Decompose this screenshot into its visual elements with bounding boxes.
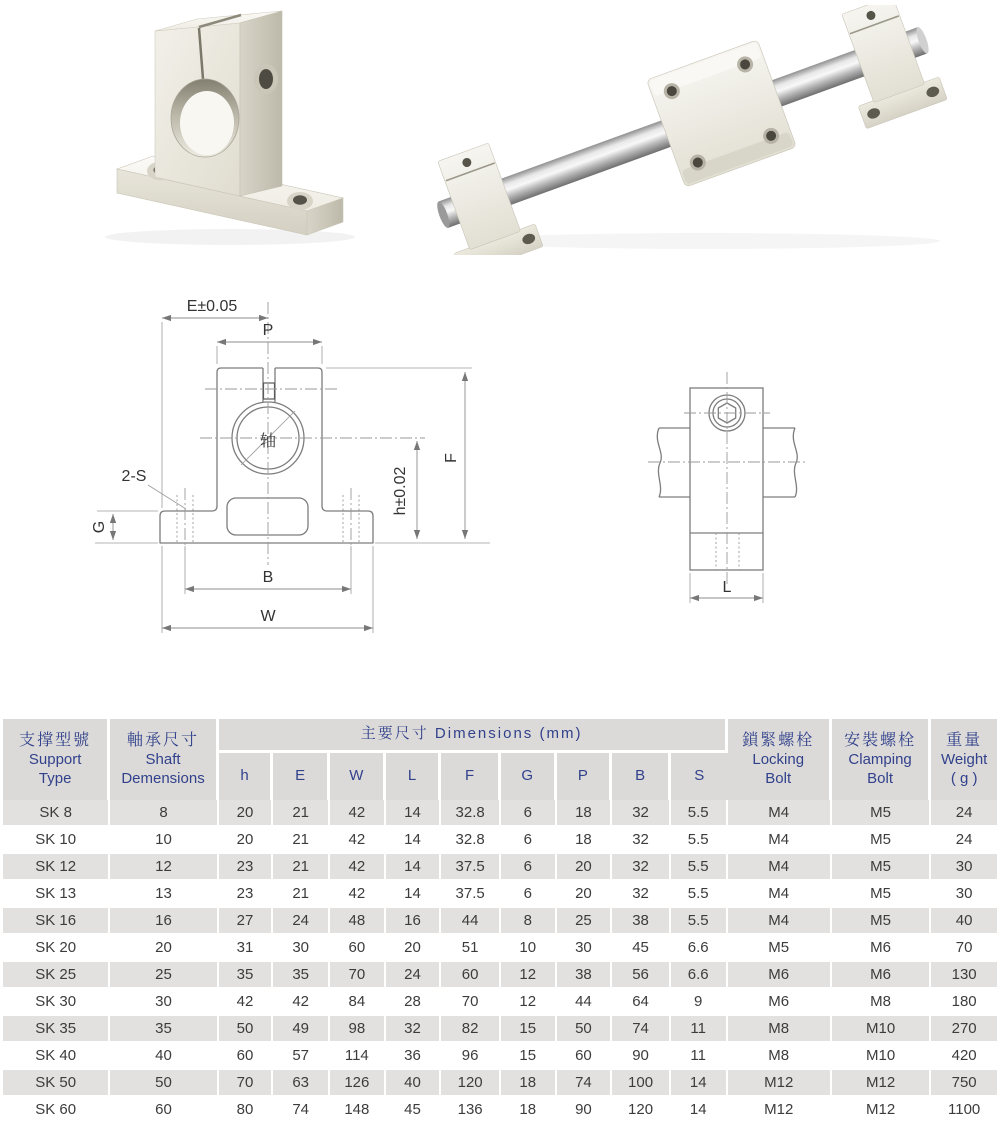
table-cell: 56 [612, 962, 671, 989]
table-cell: 32 [612, 854, 671, 881]
table-cell: 37.5 [441, 881, 501, 908]
table-cell: M12 [728, 1070, 832, 1097]
table-cell: 70 [219, 1070, 274, 1097]
table-cell: 74 [273, 1097, 330, 1122]
table-cell: 8 [110, 800, 218, 827]
table-cell: 14 [386, 881, 442, 908]
table-cell: 12 [501, 962, 557, 989]
table-cell: 6 [501, 827, 557, 854]
table-cell: 35 [273, 962, 330, 989]
table-cell: 5.5 [671, 827, 728, 854]
col-header-W: W [330, 753, 386, 800]
locking-en1: Locking [752, 751, 805, 769]
table-cell: 30 [931, 881, 997, 908]
locking-zh: 鎖緊螺栓 [742, 731, 815, 749]
table-row [3, 827, 997, 854]
table-cell: 30 [273, 935, 330, 962]
bearing-block [647, 40, 797, 187]
col-header-support-type [3, 719, 110, 800]
clamp-bolt-section [264, 383, 275, 399]
table-cell: 100 [612, 1070, 671, 1097]
table-cell: 80 [219, 1097, 274, 1122]
col-header-G: G [501, 753, 557, 800]
table-cell: 51 [441, 935, 501, 962]
row-support-type: SK 50 [3, 1070, 110, 1097]
col-header-weight [931, 719, 997, 800]
table-cell: 63 [273, 1070, 330, 1097]
table-cell: 30 [110, 989, 218, 1016]
table-cell: 20 [219, 827, 274, 854]
table-cell: 12 [110, 854, 218, 881]
table-cell: M4 [728, 881, 832, 908]
table-cell: 60 [330, 935, 386, 962]
table-cell: 20 [386, 935, 442, 962]
table-cell: 37.5 [441, 854, 501, 881]
table-cell: 31 [219, 935, 274, 962]
shaft-en2: Demensions [121, 769, 205, 787]
table-cell: 8 [501, 908, 557, 935]
dim-label-E: E±0.05 [186, 298, 238, 315]
clamp-bolt-hole [259, 69, 273, 89]
table-cell: 90 [612, 1043, 671, 1070]
row-support-type: SK 8 [3, 800, 110, 827]
weight-zh: 重量 [946, 731, 983, 749]
table-row [3, 935, 997, 962]
table-cell: 38 [612, 908, 671, 935]
table-cell: 23 [219, 854, 274, 881]
table-cell: 57 [273, 1043, 330, 1070]
row-support-type: SK 13 [3, 881, 110, 908]
table-cell: M5 [832, 800, 931, 827]
table-cell: M8 [832, 989, 931, 1016]
table-cell: 18 [557, 827, 613, 854]
table-cell: 1100 [931, 1097, 997, 1122]
table-cell: 11 [671, 1016, 728, 1043]
table-cell: 50 [219, 1016, 274, 1043]
table-cell: 40 [931, 908, 997, 935]
table-cell: M6 [728, 989, 832, 1016]
table-cell: 98 [330, 1016, 386, 1043]
bracket-photo-illustration [55, 5, 355, 250]
table-cell: 42 [219, 989, 274, 1016]
table-cell: 70 [931, 935, 997, 962]
spec-table [3, 719, 997, 1122]
table-cell: 14 [386, 854, 442, 881]
col-header-shaft-dimensions [110, 719, 218, 800]
table-cell: 11 [671, 1043, 728, 1070]
table-cell: M5 [728, 935, 832, 962]
table-cell: 136 [441, 1097, 501, 1122]
table-cell: M12 [832, 1097, 931, 1122]
table-cell: 21 [273, 827, 330, 854]
table-cell: 32.8 [441, 800, 501, 827]
table-cell: 180 [931, 989, 997, 1016]
side-view-dimensions [690, 573, 763, 603]
table-cell: 30 [931, 854, 997, 881]
row-support-type: SK 60 [3, 1097, 110, 1122]
base-relief-slot [227, 498, 308, 535]
table-cell: 126 [330, 1070, 386, 1097]
col-header-clamping-bolt [832, 719, 931, 800]
support-type-zh: 支撑型號 [19, 731, 92, 749]
shaft-axis-label: 轴 [259, 433, 277, 450]
table-cell: 20 [110, 935, 218, 962]
table-cell: 74 [557, 1070, 613, 1097]
spec-table-head [3, 719, 997, 800]
base-hole-right [293, 195, 307, 204]
table-cell: 10 [501, 935, 557, 962]
table-cell: 28 [386, 989, 442, 1016]
table-cell: M8 [728, 1016, 832, 1043]
table-cell: 6.6 [671, 935, 728, 962]
dim-label-B: B [262, 569, 274, 586]
col-header-L: L [386, 753, 442, 800]
table-cell: 42 [330, 827, 386, 854]
weight-en1: Weight [940, 751, 988, 769]
table-cell: 21 [273, 800, 330, 827]
table-cell: 40 [386, 1070, 442, 1097]
row-support-type: SK 12 [3, 854, 110, 881]
table-cell: M6 [728, 962, 832, 989]
table-cell: 45 [386, 1097, 442, 1122]
table-cell: M12 [832, 1070, 931, 1097]
table-cell: M4 [728, 854, 832, 881]
weight-en2: ( g ) [950, 769, 978, 787]
table-cell: M5 [832, 827, 931, 854]
table-cell: 24 [386, 962, 442, 989]
table-cell: M6 [832, 935, 931, 962]
support-type-en2: Type [38, 769, 72, 787]
table-cell: M4 [728, 827, 832, 854]
table-cell: 6 [501, 800, 557, 827]
dim-label-G: G [91, 520, 108, 534]
table-cell: 20 [557, 881, 613, 908]
table-row [3, 1097, 997, 1122]
locking-en2: Bolt [765, 769, 792, 787]
col-header-main-dimensions: 主要尺寸 Dimensions (mm) [219, 719, 728, 753]
table-cell: 36 [386, 1043, 442, 1070]
row-support-type: SK 30 [3, 989, 110, 1016]
support-type-en1: Support [28, 751, 82, 769]
table-cell: 49 [273, 1016, 330, 1043]
assembly-photo-illustration [420, 5, 995, 255]
table-row [3, 854, 997, 881]
table-cell: M4 [728, 800, 832, 827]
table-cell: 50 [110, 1070, 218, 1097]
col-header-S: S [671, 753, 728, 800]
row-support-type: SK 25 [3, 962, 110, 989]
table-cell: 24 [931, 827, 997, 854]
row-support-type: SK 20 [3, 935, 110, 962]
table-cell: 64 [612, 989, 671, 1016]
table-row [3, 800, 997, 827]
table-cell: 44 [557, 989, 613, 1016]
front-view-drawing [80, 290, 500, 645]
table-cell: 10 [110, 827, 218, 854]
table-cell: 42 [330, 800, 386, 827]
table-cell: 25 [110, 962, 218, 989]
table-cell: 16 [386, 908, 442, 935]
table-cell: 12 [501, 989, 557, 1016]
table-cell: M5 [832, 881, 931, 908]
table-cell: 90 [557, 1097, 613, 1122]
table-cell: 5.5 [671, 854, 728, 881]
table-cell: 6.6 [671, 962, 728, 989]
table-cell: 120 [441, 1070, 501, 1097]
table-cell: 14 [671, 1070, 728, 1097]
table-cell: 60 [219, 1043, 274, 1070]
table-cell: 420 [931, 1043, 997, 1070]
table-cell: 60 [441, 962, 501, 989]
table-cell: 6 [501, 854, 557, 881]
table-row [3, 908, 997, 935]
support-block-section [690, 388, 763, 570]
clamping-zh: 安裝螺栓 [844, 731, 917, 749]
table-cell: 114 [330, 1043, 386, 1070]
table-cell: 15 [501, 1016, 557, 1043]
row-support-type: SK 40 [3, 1043, 110, 1070]
table-cell: 25 [557, 908, 613, 935]
assembly-photo [420, 5, 995, 255]
table-cell: M6 [832, 962, 931, 989]
table-cell: 96 [441, 1043, 501, 1070]
table-cell: M4 [728, 908, 832, 935]
table-cell: 60 [557, 1043, 613, 1070]
table-cell: 24 [931, 800, 997, 827]
table-cell: 130 [931, 962, 997, 989]
table-row [3, 1016, 997, 1043]
table-cell: 32 [612, 827, 671, 854]
table-cell: 23 [219, 881, 274, 908]
table-cell: 42 [330, 881, 386, 908]
table-cell: 35 [219, 962, 274, 989]
dim-label-L: L [722, 579, 732, 596]
table-row [3, 1070, 997, 1097]
side-view-drawing [635, 360, 820, 610]
table-cell: 48 [330, 908, 386, 935]
table-cell: 15 [501, 1043, 557, 1070]
table-cell: 18 [501, 1097, 557, 1122]
dim-label-P: P [262, 322, 274, 339]
shaft-en1: Shaft [145, 751, 181, 769]
table-cell: 13 [110, 881, 218, 908]
table-cell: 5.5 [671, 800, 728, 827]
table-cell: 5.5 [671, 908, 728, 935]
table-cell: 30 [557, 935, 613, 962]
front-view-svg [80, 290, 500, 645]
table-cell: 70 [330, 962, 386, 989]
dim-label-2S: 2-S [121, 468, 147, 485]
dim-label-F: F [443, 453, 460, 463]
bracket-photo [55, 5, 355, 250]
table-cell: M5 [832, 908, 931, 935]
col-header-B: B [612, 753, 671, 800]
table-cell: 50 [557, 1016, 613, 1043]
col-header-E: E [273, 753, 330, 800]
table-cell: 18 [501, 1070, 557, 1097]
table-cell: M12 [728, 1097, 832, 1122]
table-cell: 750 [931, 1070, 997, 1097]
table-row [3, 962, 997, 989]
table-cell: 44 [441, 908, 501, 935]
front-view-outline [160, 302, 425, 565]
row-support-type: SK 16 [3, 908, 110, 935]
table-row [3, 989, 997, 1016]
table-cell: 120 [612, 1097, 671, 1122]
shaft-zh: 軸承尺寸 [127, 731, 200, 749]
table-cell: 32 [612, 881, 671, 908]
clamping-en2: Bolt [867, 769, 894, 787]
table-row [3, 1043, 997, 1070]
spec-table-body [3, 800, 997, 1122]
bracket-upright [155, 11, 282, 196]
dim-label-h: h±0.02 [392, 466, 409, 516]
shaft-bore-opening [180, 91, 234, 155]
clamping-en1: Clamping [848, 751, 912, 769]
table-cell: 6 [501, 881, 557, 908]
table-cell: 16 [110, 908, 218, 935]
table-cell: M5 [832, 854, 931, 881]
table-cell: 32 [386, 1016, 442, 1043]
table-cell: M8 [728, 1043, 832, 1070]
row-support-type: SK 10 [3, 827, 110, 854]
table-cell: 21 [273, 881, 330, 908]
table-cell: 42 [273, 989, 330, 1016]
table-cell: 24 [273, 908, 330, 935]
table-cell: M10 [832, 1043, 931, 1070]
dim-label-W: W [260, 608, 276, 625]
table-cell: 82 [441, 1016, 501, 1043]
table-cell: 40 [110, 1043, 218, 1070]
spec-table-wrap [3, 719, 997, 1122]
col-header-h: h [219, 753, 274, 800]
side-view-svg [635, 360, 820, 610]
table-cell: 84 [330, 989, 386, 1016]
table-row [3, 881, 997, 908]
table-cell: 14 [386, 827, 442, 854]
table-cell: 9 [671, 989, 728, 1016]
table-cell: 35 [110, 1016, 218, 1043]
table-cell: 45 [612, 935, 671, 962]
table-cell: 32 [612, 800, 671, 827]
table-cell: 270 [931, 1016, 997, 1043]
table-cell: 148 [330, 1097, 386, 1122]
row-support-type: SK 35 [3, 1016, 110, 1043]
table-cell: 74 [612, 1016, 671, 1043]
col-header-locking-bolt [728, 719, 832, 800]
table-cell: 14 [386, 800, 442, 827]
table-cell: 14 [671, 1097, 728, 1122]
table-cell: 5.5 [671, 881, 728, 908]
table-cell: 32.8 [441, 827, 501, 854]
col-header-F: F [441, 753, 501, 800]
table-cell: 20 [557, 854, 613, 881]
table-cell: 27 [219, 908, 274, 935]
table-cell: 70 [441, 989, 501, 1016]
table-cell: 60 [110, 1097, 218, 1122]
table-cell: 38 [557, 962, 613, 989]
table-cell: M10 [832, 1016, 931, 1043]
table-cell: 20 [219, 800, 274, 827]
table-cell: 42 [330, 854, 386, 881]
side-view-outline [648, 372, 806, 585]
col-header-P: P [557, 753, 613, 800]
table-cell: 18 [557, 800, 613, 827]
table-cell: 21 [273, 854, 330, 881]
